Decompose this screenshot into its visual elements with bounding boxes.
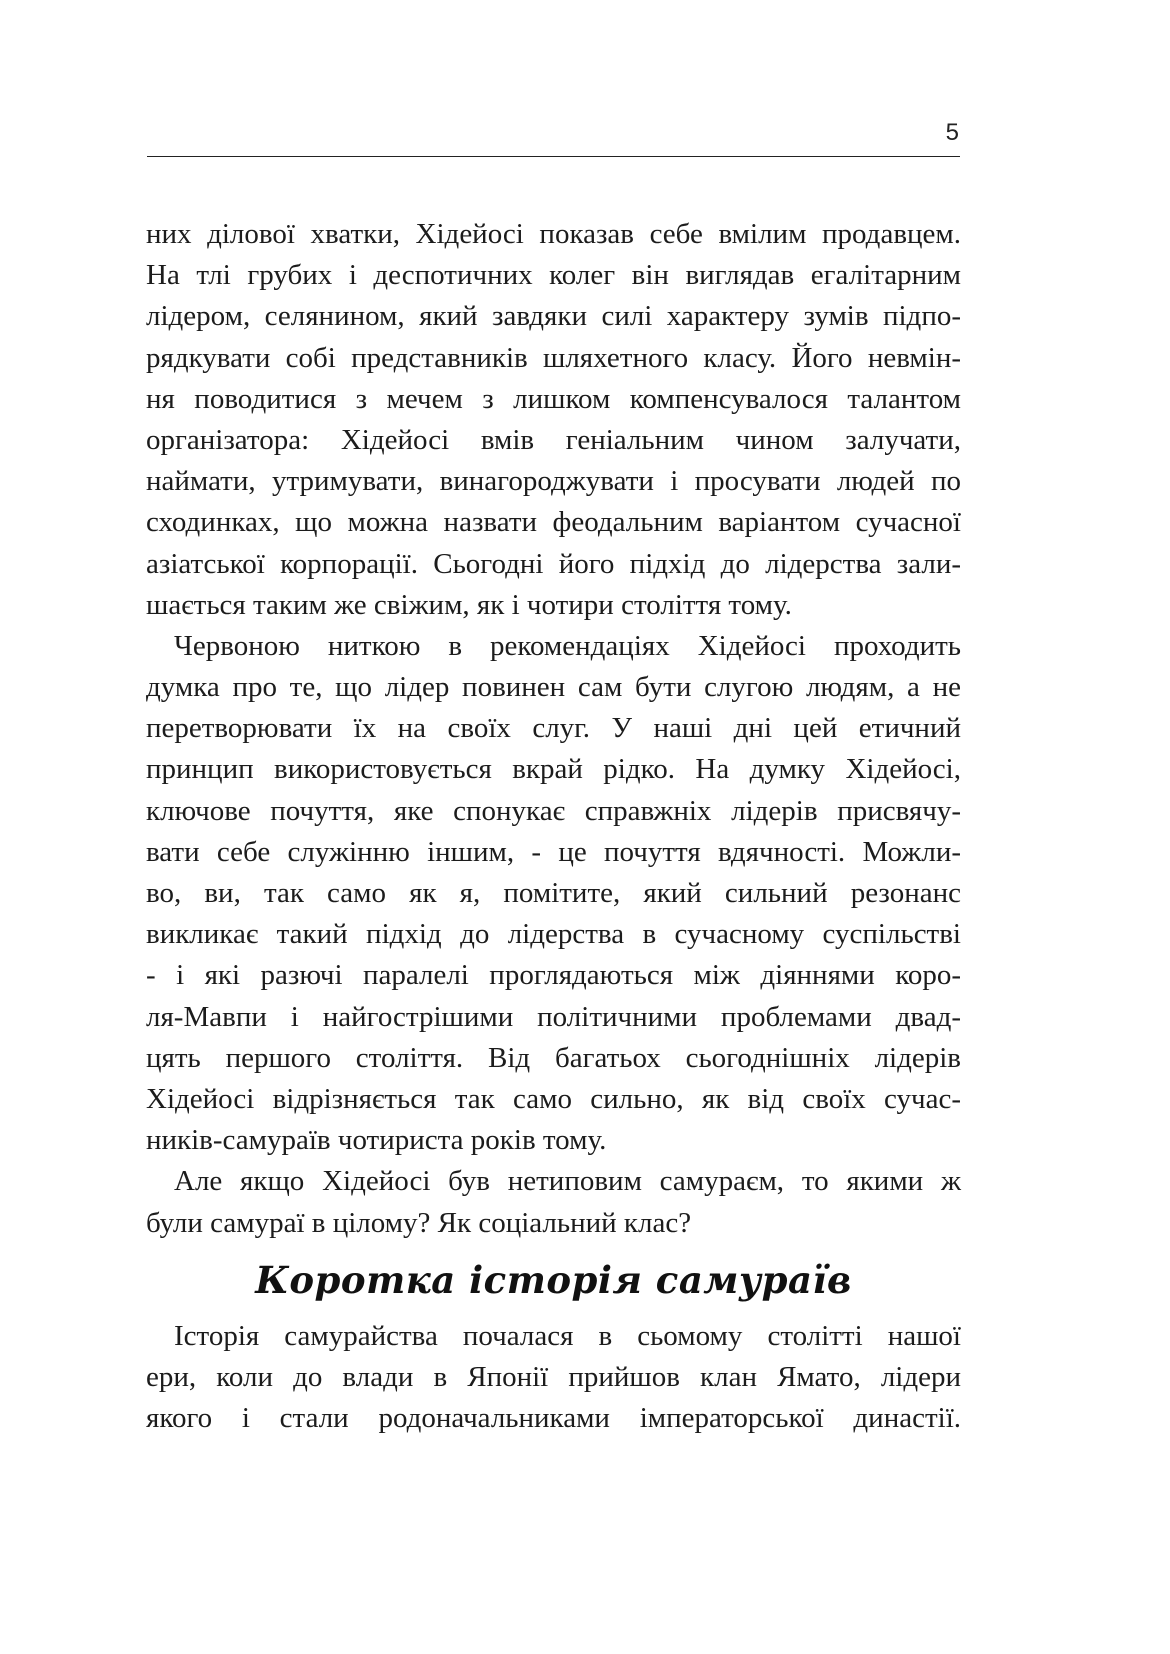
paragraph bbox=[146, 1316, 961, 1440]
text-line: Хідейосі відрізняється так само сильно, як від своїх сучас- bbox=[146, 1082, 961, 1115]
text-line: Червоною ниткою в рекомендаціях Хідейосі проходить bbox=[174, 629, 961, 662]
header-rule bbox=[147, 156, 960, 157]
text-line: шається таким же свіжим, як і чотири століття тому. bbox=[146, 588, 792, 621]
text-line: На тлі грубих і деспотичних колег він виглядав егалітарним bbox=[146, 259, 961, 292]
text-line: думка про те, що лідер повинен сам бути слугою людям, а не bbox=[146, 671, 961, 704]
page-number: 5 bbox=[945, 119, 959, 146]
text-line: рядкувати собі представників шляхетного класу. Його невмін- bbox=[146, 341, 961, 374]
text-line: азіатської корпорації. Сьогодні його підхід до лідерства зали- bbox=[146, 547, 961, 580]
text-line: ключове почуття, яке спонукає справжніх лідерів присвячу- bbox=[146, 794, 961, 827]
paragraph bbox=[146, 1161, 961, 1243]
paragraph bbox=[146, 626, 961, 1161]
text-line: перетворювати їх на своїх слуг. У наші дні цей етичний bbox=[146, 712, 961, 745]
text-line: сходинках, що можна назвати феодальним варіантом сучасної bbox=[146, 506, 961, 539]
text-line: лідером, селянином, який завдяки силі характеру зумів підпо- bbox=[146, 300, 961, 333]
text-line: викликає такий підхід до лідерства в сучасному суспільстві bbox=[146, 918, 961, 951]
text-line: цять першого століття. Від багатьох сьогоднішніх лідерів bbox=[146, 1041, 961, 1074]
text-line: них ділової хватки, Хідейосі показав себе вмілим продавцем. bbox=[146, 218, 961, 250]
text-line: організатора: Хідейосі вмів геніальним чином залучати, bbox=[146, 423, 961, 456]
text-line: якого і стали родоначальниками імператорської династії. bbox=[146, 1402, 961, 1435]
text-line: ників-самураїв чотириста років тому. bbox=[146, 1124, 607, 1157]
paragraph bbox=[146, 214, 961, 626]
text-line: - і які разючі паралелі проглядаються між діяннями коро- bbox=[146, 959, 961, 992]
section-heading: Коротка історія самураїв bbox=[255, 1257, 852, 1302]
page-body bbox=[146, 214, 961, 1439]
text-line: Історія самурайства почалася в сьомому столітті нашої bbox=[174, 1319, 961, 1352]
text-line: ери, коли до влади в Японії прийшов клан Ямато, лідери bbox=[146, 1360, 961, 1393]
text-line: ня поводитися з мечем з лишком компенсувалося талантом bbox=[146, 382, 961, 415]
text-line: во, ви, так само як я, помітите, який сильний резонанс bbox=[146, 877, 961, 909]
text-line: Але якщо Хідейосі був нетиповим самураєм, то якими ж bbox=[174, 1165, 961, 1198]
text-line: ля-Мавпи і найгострішими політичними проблемами двад- bbox=[146, 1000, 961, 1033]
text-line: вати себе служінню іншим, - це почуття вдячності. Можли- bbox=[146, 835, 961, 868]
text-line: були самураї в цілому? Як соціальний клас? bbox=[146, 1206, 692, 1239]
text-line: наймати, утримувати, винагороджувати і просувати людей по bbox=[146, 465, 961, 498]
text-line: принцип використовується вкрай рідко. На думку Хідейосі, bbox=[146, 753, 961, 786]
